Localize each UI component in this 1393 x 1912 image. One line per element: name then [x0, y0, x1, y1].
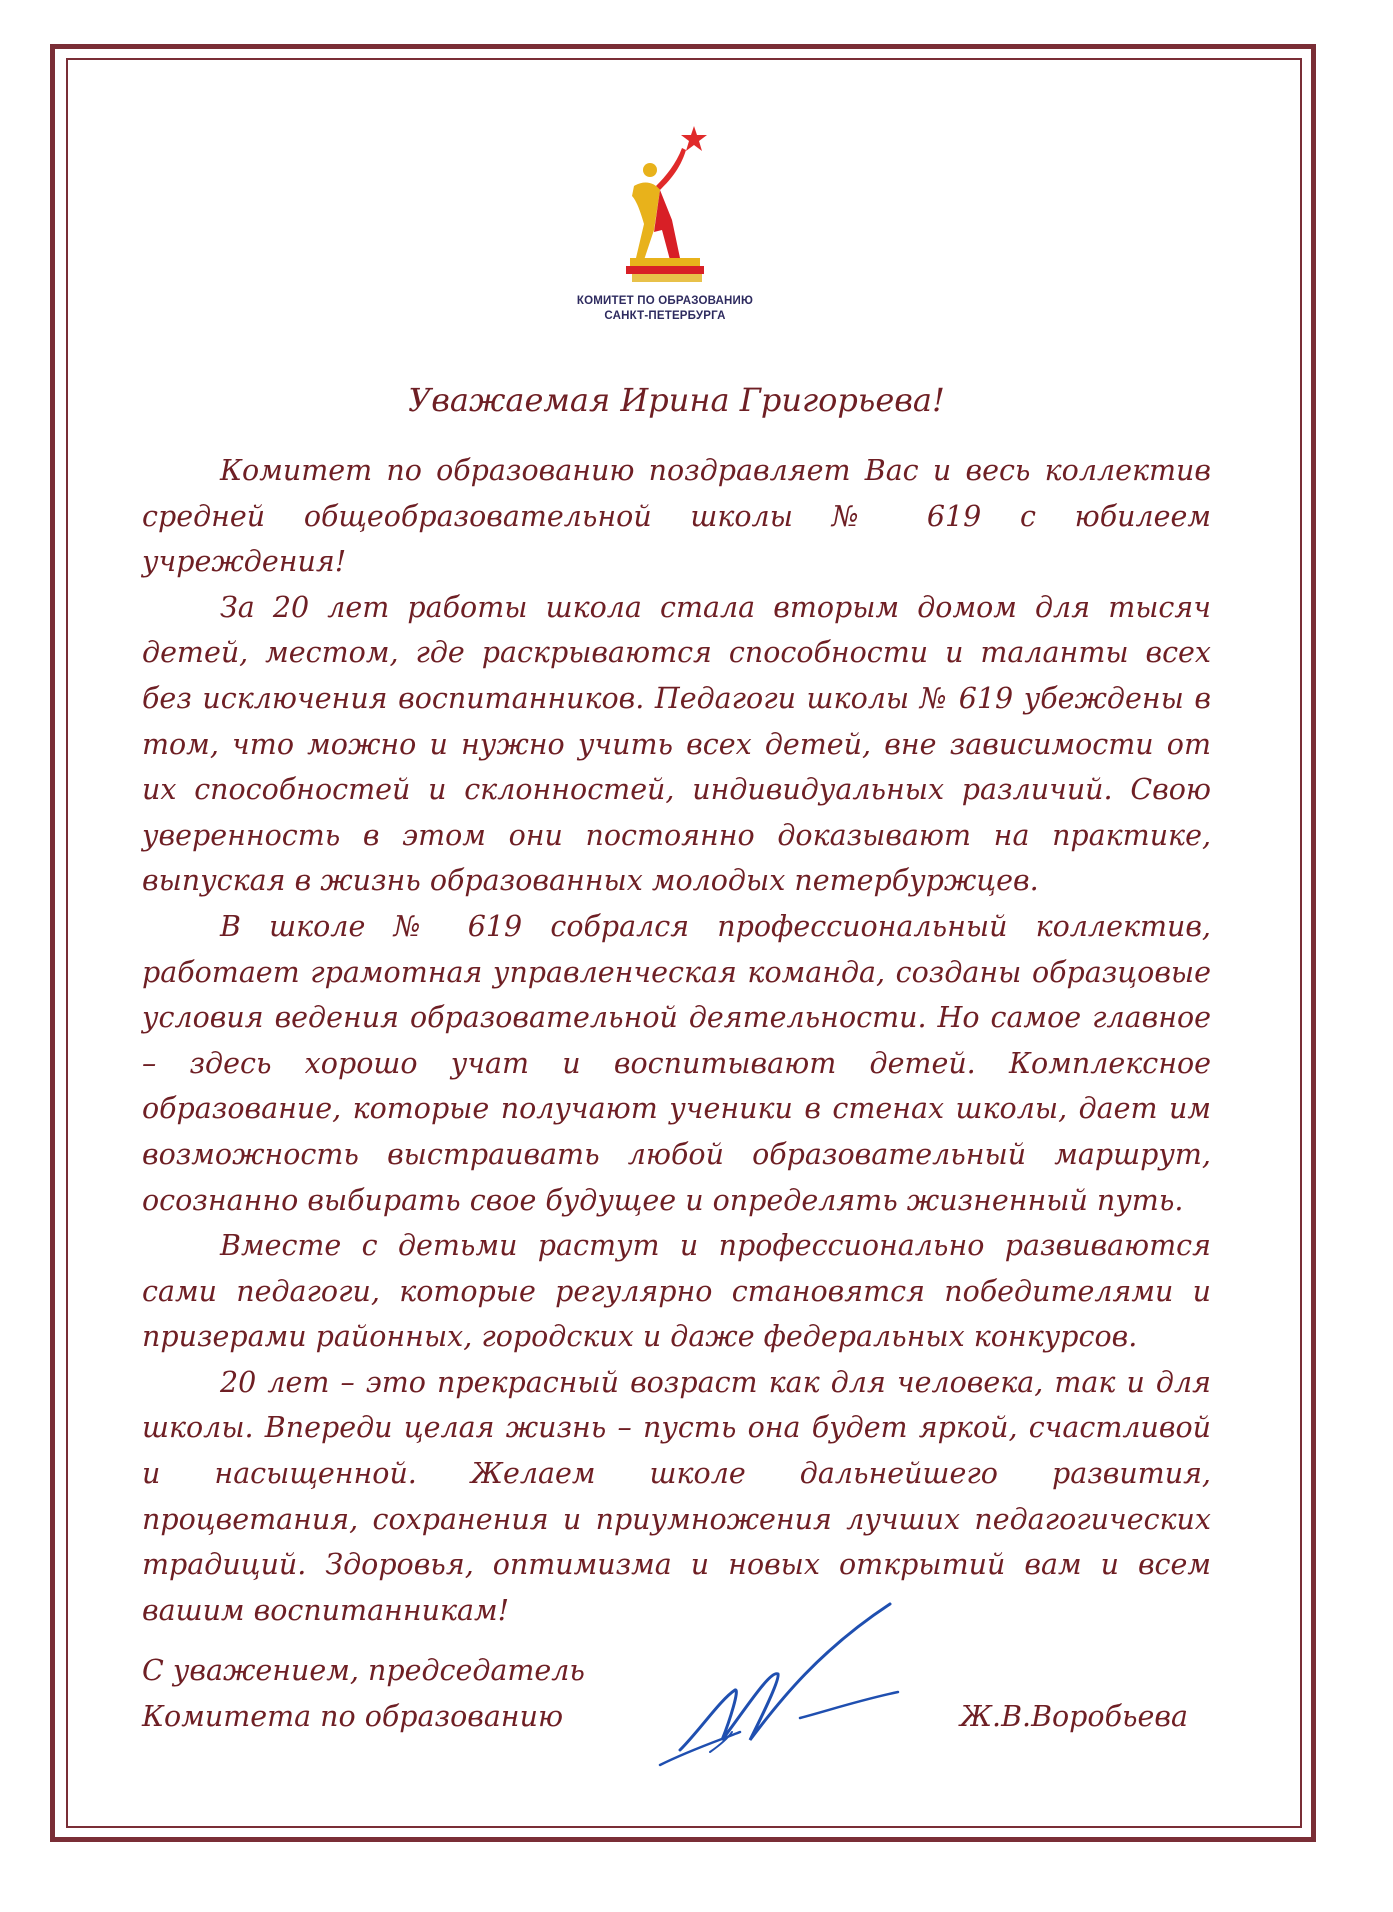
paragraph-1: Комитет по образованию поздравляет Вас и весь коллектив средней общеобразовательной школы № 619 с юбилеем учреждения!	[142, 454, 1211, 579]
letter-body	[142, 380, 1211, 1633]
paragraph-4: Вместе с детьми растут и профессионально развиваются сами педагоги, которые регулярно становятся победителями и призерами районных, городских и даже федеральных конкурсов.	[142, 1229, 1211, 1354]
paragraph-3: В школе № 619 собрался профессиональный коллектив, работает грамотная управленческая команда, созданы образцовые условия ведения образовательной деятельности. Но самое главное – здесь хорошо учат и воспитывают детей. Комплексное образование, которые получают ученики в стенах школы, дает им возможность выстраивать любой образовательный маршрут, осознанно выбирать свое будущее и определять жизненный путь.	[142, 909, 1211, 1217]
signer-name: Ж.В.Воробьева	[960, 1700, 1188, 1733]
logo-caption	[545, 294, 785, 324]
salutation: Уважаемая Ирина Григорьева!	[408, 381, 945, 419]
logo-star-icon	[681, 126, 707, 151]
paragraph-5: 20 лет – это прекрасный возраст как для человека, так и для школы. Впереди целая жизнь – пусть она будет яркой, счастливой и насыщенной. Желаем школе дальнейшего развития, процветания, сохранения и приумножения лучших педагогических традиций. Здоровья, оптимизма и новых открытий вам и всем вашим воспитанникам!	[142, 1365, 1211, 1627]
logo-arm	[656, 148, 686, 190]
logo-caption-line1: КОМИТЕТ ПО ОБРАЗОВАНИЮ	[576, 295, 754, 307]
logo-book-3	[632, 274, 702, 282]
committee-logo	[545, 120, 785, 324]
logo-book-2	[626, 266, 704, 274]
logo-emblem-icon	[610, 120, 720, 290]
closing-line1: С уважением, председатель	[142, 1654, 585, 1687]
paragraph-2: За 20 лет работы школа стала вторым домом для тысяч детей, местом, где раскрываются способности и таланты всех без исключения воспитанников. Педагоги школы № 619 убеждены в том, что можно и нужно учить всех детей, вне зависимости от их способностей и склонностей, индивидуальных различий. Свою уверенность в этом они постоянно доказывают на практике, выпуская в жизнь образованных молодых петербуржцев.	[142, 590, 1211, 898]
logo-book-1	[630, 258, 700, 266]
closing-line2: Комитета по образованию	[142, 1700, 564, 1733]
logo-caption-line2: САНКТ-ПЕТЕРБУРГА	[604, 310, 726, 322]
logo-head	[643, 163, 657, 177]
handwritten-signature	[650, 1600, 910, 1770]
closing-block	[142, 1648, 585, 1740]
